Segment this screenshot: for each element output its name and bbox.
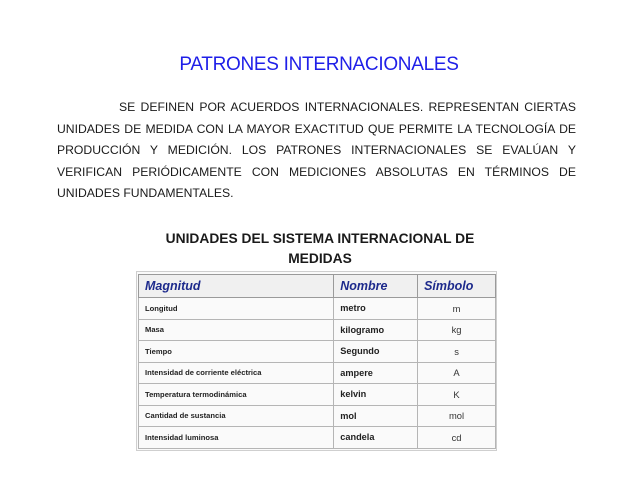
cell-magnitud: Intensidad de corriente eléctrica xyxy=(139,362,334,384)
cell-nombre: Segundo xyxy=(334,341,418,363)
cell-nombre: metro xyxy=(334,298,418,320)
table-row xyxy=(139,405,496,427)
cell-simbolo: s xyxy=(418,341,496,363)
cell-simbolo: kg xyxy=(418,319,496,341)
table-row xyxy=(139,384,496,406)
table-row xyxy=(139,362,496,384)
si-units-table-container xyxy=(136,271,497,451)
table-row xyxy=(139,427,496,449)
cell-simbolo: cd xyxy=(418,427,496,449)
cell-magnitud: Intensidad luminosa xyxy=(139,427,334,449)
table-header-row xyxy=(139,275,496,298)
cell-simbolo: A xyxy=(418,362,496,384)
header-magnitud: Magnitud xyxy=(139,275,334,298)
table-row xyxy=(139,298,496,320)
cell-nombre: candela xyxy=(334,427,418,449)
cell-nombre: kelvin xyxy=(334,384,418,406)
cell-magnitud: Tiempo xyxy=(139,341,334,363)
table-row xyxy=(139,341,496,363)
header-simbolo: Símbolo xyxy=(418,275,496,298)
cell-simbolo: m xyxy=(418,298,496,320)
cell-nombre: ampere xyxy=(334,362,418,384)
cell-nombre: mol xyxy=(334,405,418,427)
cell-magnitud: Masa xyxy=(139,319,334,341)
cell-nombre: kilogramo xyxy=(334,319,418,341)
slide-title: PATRONES INTERNACIONALES xyxy=(179,54,459,75)
table-caption: UNIDADES DEL SISTEMA INTERNACIONAL DE MEDIDAS xyxy=(165,231,475,266)
cell-simbolo: K xyxy=(418,384,496,406)
cell-magnitud: Cantidad de sustancia xyxy=(139,405,334,427)
table-row xyxy=(139,319,496,341)
header-nombre: Nombre xyxy=(334,275,418,298)
si-units-table xyxy=(138,274,496,449)
description-paragraph: SE DEFINEN POR ACUERDOS INTERNACIONALES. REPRESENTAN CIERTAS UNIDADES DE MEDIDA CON LA MAYOR EXACTITUD QUE PERMITE LA TECNOLOGÍA DE PRODUCCIÓN Y MEDICIÓN. LOS PATRONES INTERNACIONALES SE EVALÚAN Y VERIFICAN PERIÓDICAMENTE CON MEDICIONES ABSOLUTAS EN TÉRMINOS DE UNIDADES FUNDAMENTALES. xyxy=(57,100,576,201)
cell-simbolo: mol xyxy=(418,405,496,427)
cell-magnitud: Temperatura termodinámica xyxy=(139,384,334,406)
cell-magnitud: Longitud xyxy=(139,298,334,320)
